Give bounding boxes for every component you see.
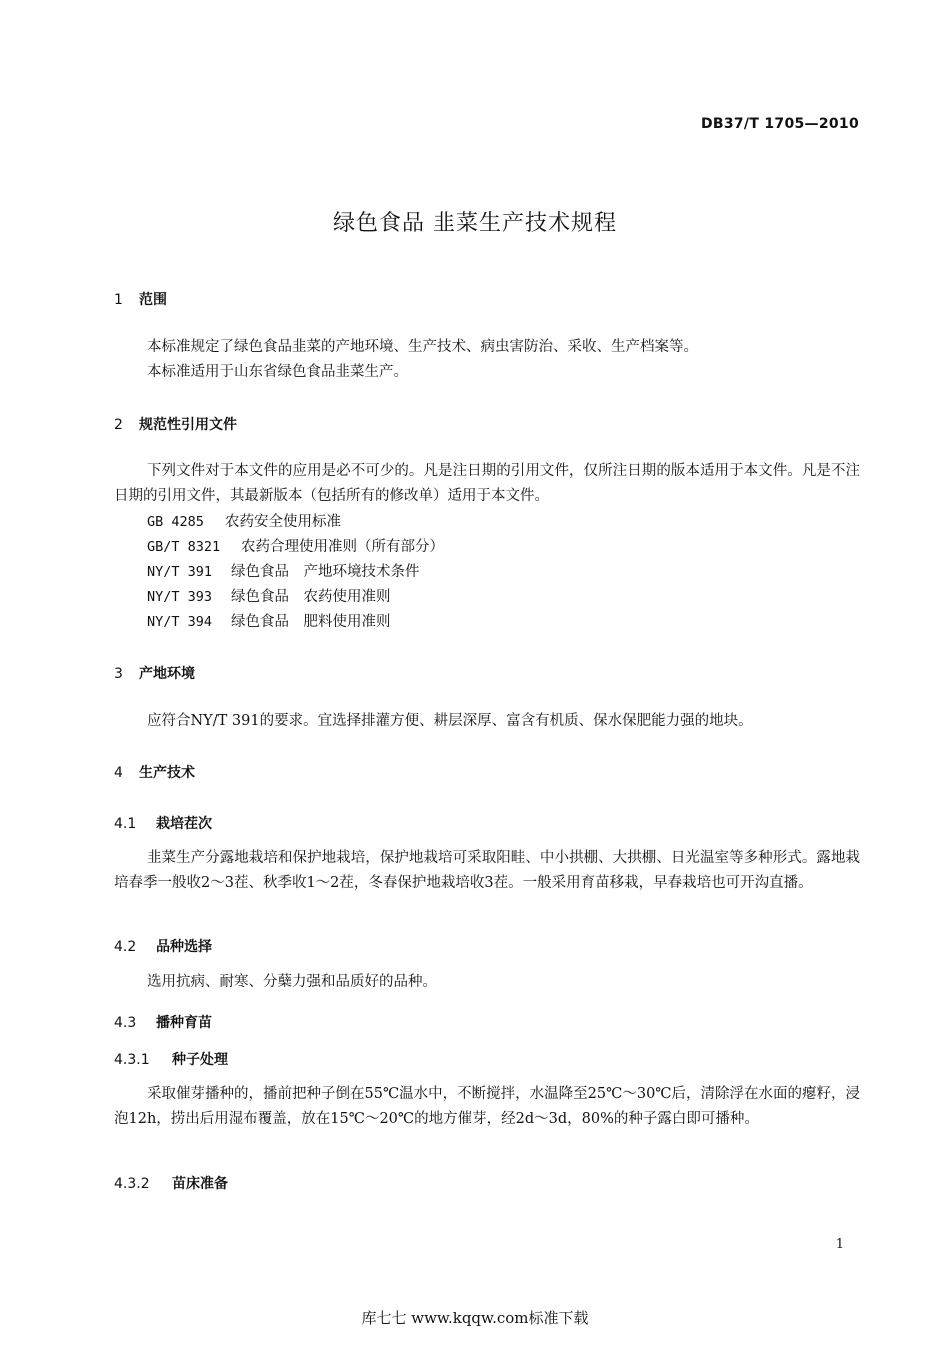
section-number: 4.3.2: [114, 1176, 150, 1192]
reference-code: NY/T 394: [147, 614, 213, 630]
section-3-heading: [114, 663, 195, 683]
reference-name: 农药合理使用准则（所有部分）: [241, 539, 444, 555]
reference-list: [147, 510, 444, 635]
reference-code: NY/T 391: [147, 564, 213, 580]
footer-watermark: 库七七 www.kqqw.com标准下载: [361, 1309, 589, 1327]
section-number: 4: [114, 765, 123, 781]
document-title: 绿色食品 韭菜生产技术规程: [333, 211, 617, 236]
reference-code: GB/T 8321: [147, 539, 221, 555]
reference-item: [147, 585, 444, 610]
section-title: 生产技术: [139, 765, 195, 781]
section-title: 播种育苗: [156, 1015, 212, 1031]
reference-code: NY/T 393: [147, 589, 213, 605]
section-4-1-paragraph: [114, 846, 860, 896]
section-1-paragraph-1: 本标准规定了绿色食品韭菜的产地环境、生产技术、病虫害防治、采收、生产档案等。: [147, 339, 698, 355]
paragraph-text: 韭菜生产分露地栽培和保护地栽培，保护地栽培可采取阳畦、中小拱棚、大拱棚、日光温室等多种形式。露地栽培春季一般收2～3茬、秋季收1～2茬，冬春保护地栽培收3茬。一般采用育苗移栽，早春栽培也可开沟直播。: [114, 850, 860, 891]
reference-item: [147, 510, 444, 535]
section-title: 种子处理: [172, 1052, 228, 1068]
section-number: 4.3.1: [114, 1052, 150, 1068]
section-number: 3: [114, 666, 123, 682]
reference-item: [147, 560, 444, 585]
section-title: 栽培茬次: [156, 816, 212, 832]
section-title: 产地环境: [139, 666, 195, 682]
section-number: 4.1: [114, 816, 137, 832]
reference-name: 绿色食品 肥料使用准则: [231, 614, 391, 630]
intro-text: 下列文件对于本文件的应用是必不可少的。凡是注日期的引用文件，仅所注日期的版本适用于本文件。凡是不注日期的引用文件，其最新版本（包括所有的修改单）适用于本文件。: [114, 463, 860, 504]
reference-name: 农药安全使用标准: [225, 514, 341, 530]
section-number: 4.3: [114, 1015, 137, 1031]
reference-item: [147, 610, 444, 635]
section-1-heading: [114, 289, 167, 309]
reference-name: 绿色食品 产地环境技术条件: [231, 564, 420, 580]
section-title: 范围: [139, 292, 167, 308]
section-4-heading: [114, 762, 195, 782]
section-3-paragraph: 应符合NY/T 391的要求。宜选择排灌方便、耕层深厚、富含有机质、保水保肥能力强的地块。: [147, 713, 753, 729]
section-4-2-paragraph: 选用抗病、耐寒、分蘖力强和品质好的品种。: [147, 974, 437, 990]
section-1-paragraph-2: 本标准适用于山东省绿色食品韭菜生产。: [147, 364, 408, 380]
section-4-3-heading: [114, 1012, 212, 1032]
page-number: 1: [835, 1237, 844, 1252]
section-title: 规范性引用文件: [139, 417, 237, 433]
section-4-3-1-paragraph: [114, 1082, 860, 1132]
section-4-2-heading: [114, 936, 212, 956]
reference-name: 绿色食品 农药使用准则: [231, 589, 391, 605]
section-4-3-2-heading: [114, 1173, 228, 1193]
section-2-intro: [114, 459, 860, 509]
reference-item: [147, 535, 444, 560]
section-2-heading: [114, 414, 237, 434]
section-4-3-1-heading: [114, 1049, 228, 1069]
section-title: 苗床准备: [172, 1176, 228, 1192]
section-4-1-heading: [114, 813, 212, 833]
section-number: 1: [114, 292, 123, 308]
section-number: 4.2: [114, 939, 137, 955]
section-number: 2: [114, 417, 123, 433]
section-title: 品种选择: [156, 939, 212, 955]
reference-code: GB 4285: [147, 514, 204, 530]
paragraph-text: 采取催芽播种的，播前把种子倒在55℃温水中，不断搅拌，水温降至25℃～30℃后，清除浮在水面的瘪籽，浸泡12h，捞出后用湿布覆盖，放在15℃～20℃的地方催芽，经2d～3d，80%的种子露白即可播种。: [114, 1086, 861, 1127]
standard-code: DB37/T 1705—2010: [700, 116, 859, 132]
